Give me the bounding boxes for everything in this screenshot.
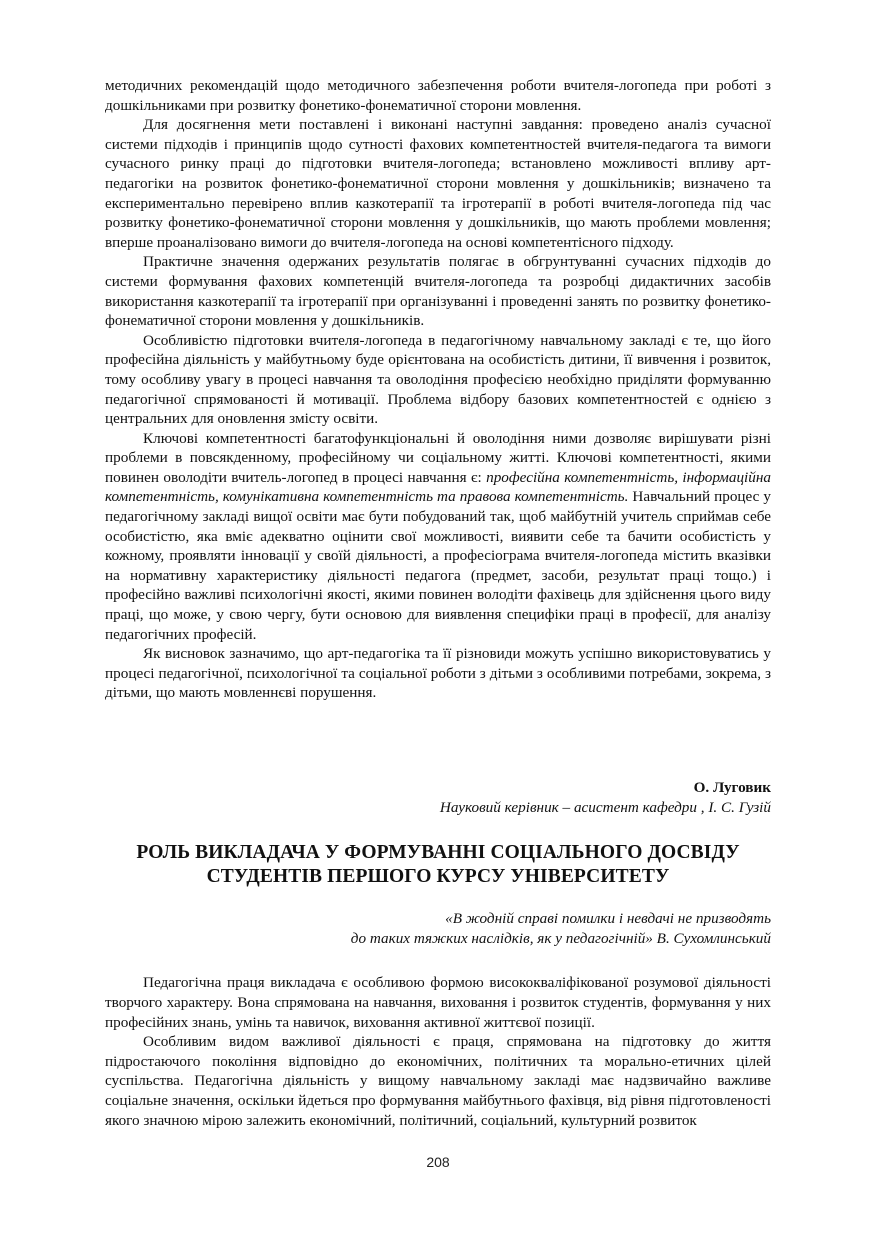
- paragraph-key-competencies: [105, 429, 771, 645]
- section-1: [105, 76, 771, 703]
- emphasized-text: професійна компетентність, інформаційна компетентність, комунікативна компетентність та правова компетентність.: [105, 468, 772, 506]
- author-block: [105, 778, 771, 817]
- author-name: О. Луговик: [693, 779, 771, 796]
- epigraph-line: до таких тяжких наслідків, як у педагогічній» В. Сухомлинський: [350, 929, 771, 947]
- paragraph: Практичне значення одержаних результатів полягає в обгрунтуванні сучасних підходів до системи формування фахових компетенцій вчителя-логопеда та розробці дидактичних засобів використання казкотерапії та ігротерапії при організуванні і проведенні занять по розвитку фонетико-фонематичної сторони мовлення у дошкільників.: [105, 253, 771, 330]
- paragraph-text: Ключові компетентності багатофункціональні й оволодіння ними дозволяє вирішувати різні проблеми в повсякденному, професійному чи соціальному житті. Ключові компетентності, якими повинен оволодіти вчитель-логопед в процесі навчання є:: [105, 429, 771, 486]
- article-title-line: СТУДЕНТІВ ПЕРШОГО КУРСУ УНІВЕРСИТЕТУ: [206, 866, 670, 888]
- paragraph: методичних рекомендацій щодо методичного забезпечення роботи вчителя-логопеда при роботі з дошкільниками при розвитку фонетико-фонематичної сторони мовлення.: [105, 77, 771, 114]
- article-title: [105, 841, 771, 889]
- section-2: [105, 973, 771, 1130]
- document-page: [105, 76, 771, 1130]
- paragraph-conclusion: Як висновок зазначимо, що арт-педагогіка та її різновиди можуть успішно використовуватись у процесі педагогічної, психологічної та соціальної роботи з дітьми з особливими потребами, зокрема, з дітьми, що мають мовленнєві порушення.: [105, 645, 771, 702]
- paragraph: Особливістю підготовки вчителя-логопеда в педагогічному навчальному закладі є те, що його професійна діяльність у майбутньому буде орієнтована на особистість дитини, її вивчення і розвиток, тому особливу увагу в процесі навчання та оволодіння професією необхідно приділяти формуванню педагогічної спрямованості й мотивації. Проблема відбору базових компетентностей є однією з центральних для оновлення змісту освіти.: [105, 331, 771, 428]
- paragraph: Педагогічна праця викладача є особливою формою висококваліфікованої розумової діяльності творчого характеру. Вона спрямована на навчання, виховання і розвиток студентів, формування у них професійних знань, умінь та навичок, виховання активної життєвої позиції.: [105, 974, 771, 1031]
- supervisor-line: Науковий керівник – асистент кафедри , І. С. Гузій: [439, 798, 771, 816]
- paragraph: Для досягнення мети поставлені і виконані наступні завдання: проведено аналіз сучасної системи підходів і принципів щодо сутності фахових компетентностей вчителя-педагога та вимоги сучасного ринку праці до підготовки вчителя-логопеда; встановлено можливості впливу арт-педагогіки на розвиток фонетико-фонематичної сторони мовлення у дошкільників; визначено та експериментально перевірено вплив казкотерапії та ігротерапії в роботі вчителя-логопеда під час розвитку фонетико-фонематичної сторони мовлення у дошкільників, що мають проблеми мовлення; вперше проаналізовано вимоги до вчителя-логопеда на основі компетентісного підходу.: [105, 116, 771, 251]
- paragraph: Особливим видом важливої діяльності є праця, спрямована на підготовку до життя підростаючого покоління відповідно до економічних, політичних та морально-етичних цілей суспільства. Педагогічна діяльність у вищому навчальному закладі має надзвичайно важливе соціальне значення, оскільки йдеться про формування майбутнього фахівця, від рівня підготовленості якого значною мірою залежить економічний, політичний, соціальний, культурний розвиток: [105, 1033, 771, 1129]
- paragraph-text: Навчальний процес у педагогічному закладі вищої освіти має бути побудований так, щоб майбутній учитель сприймав себе особистістю, яка вміє адекватно оцінити свої можливості, виявити себе та бачити особистість у кожному, проявляти інновації у своїй діяльності, а професіограма вчителя-логопеда містить вказівки на нормативну характеристику діяльності педагога (предмет, засоби, результат праці тощо.) і професійно важливі психологічні якості, якими повинен володіти фахівець для здійснення цього виду праці, що може, у свою чергу, бути основою для виявлення специфіки праці в професії, для аналізу педагогічних професій.: [105, 488, 771, 643]
- epigraph: [105, 909, 771, 948]
- epigraph-line: «В жодній справі помилки і невдачі не призводять: [445, 910, 771, 928]
- article-title-line: РОЛЬ ВИКЛАДАЧА У ФОРМУВАННІ СОЦІАЛЬНОГО ДОСВІДУ: [136, 842, 740, 864]
- page-number: 208: [426, 1154, 450, 1170]
